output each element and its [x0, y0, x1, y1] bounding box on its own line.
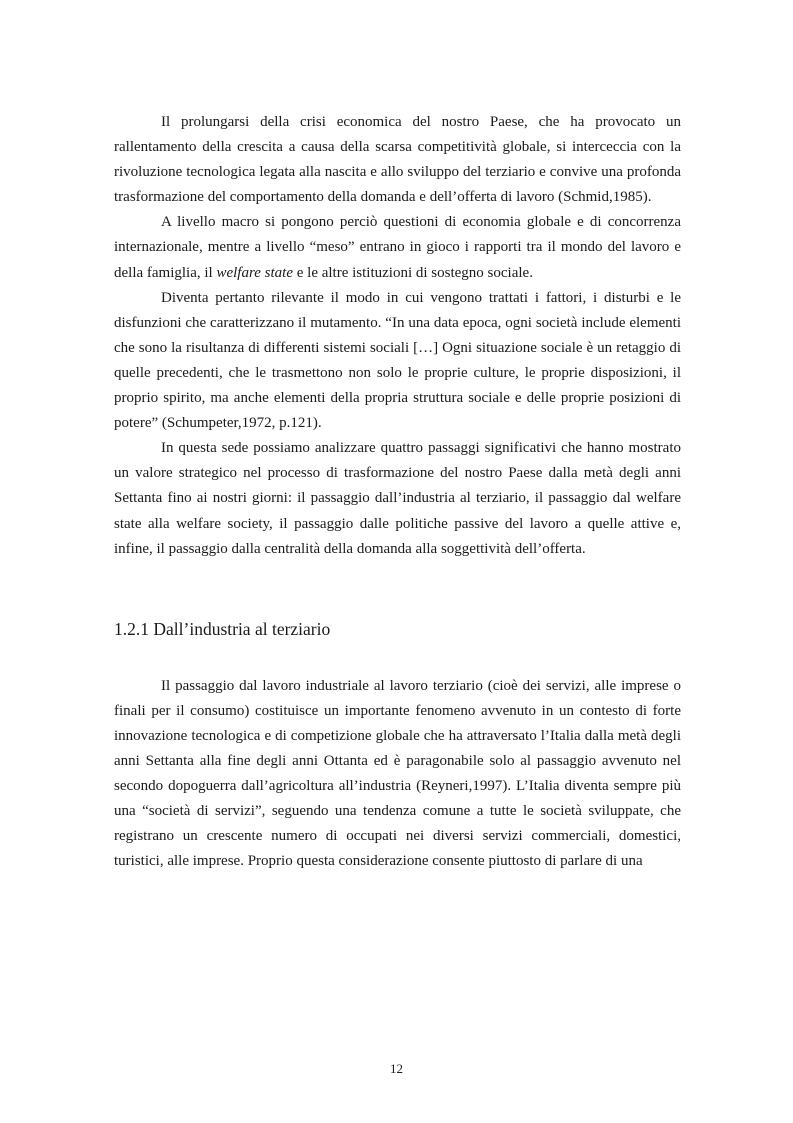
paragraph-macro-text-after: e le altre istituzioni di sostegno sociale.	[293, 264, 533, 281]
document-page	[114, 110, 681, 874]
paragraph-industry-to-services: Il passaggio dal lavoro industriale al lavoro terziario (cioè dei servizi, alle imprese o finali per il consumo) costituisce un importante fenomeno avvenuto in un contesto di forte innovazione tecnologica e di competizione globale che ha attraversato l’Italia dalla metà degli anni Settanta alla fine degli anni Ottanta ed è paragonabile solo al passaggio avvenuto nel secondo dopoguerra dall’agricoltura all’industria (Reyneri,1997). L’Italia diventa sempre più una “società di servizi”, seguendo una tendenza comune a tutte le società sviluppate, che registrano un crescente numero di occupati nei diversi servizi commerciali, domestici, turistici, alle imprese. Proprio questa considerazione consente piuttosto di parlare di una	[114, 677, 681, 870]
paragraph-schumpeter-quote: Diventa pertanto rilevante il modo in cui vengono trattati i fattori, i disturbi e le disfunzioni che caratterizzano il mutamento. “In una data epoca, ogni società include elementi che sono la risultanza di differenti sistemi sociali […] Ogni situazione sociale è un retaggio di quelle precedenti, che le trasmettono non solo le proprie culture, le proprie disposizioni, il proprio spirito, ma anche elementi della propria struttura sociale e delle proprie posizioni di potere” (Schumpeter,1972, p.121).	[114, 289, 681, 432]
paragraph-macro-level	[114, 210, 681, 285]
page-number: 12	[390, 1061, 403, 1076]
paragraph-macro-text-before: A livello macro si pongono perciò questioni di economia globale e di concorrenza internazionale, mentre a livello “meso” entrano in gioco i rapporti tra il mondo del lavoro e della famiglia, il	[114, 214, 681, 281]
paragraph-four-passages: In questa sede possiamo analizzare quattro passaggi significativi che hanno mostrato un valore strategico nel processo di trasformazione del nostro Paese dalla metà degli anni Settanta fino ai nostri giorni: il passaggio dall’industria al terziario, il passaggio dal welfare state alla welfare society, il passaggio dalle politiche passive del lavoro a quelle attive e, infine, il passaggio dalla centralità della domanda alla soggettività dell’offerta.	[114, 440, 681, 557]
section-heading: 1.2.1 Dall’industria al terziario	[114, 618, 331, 639]
paragraph-crisis: Il prolungarsi della crisi economica del nostro Paese, che ha provocato un rallentamento della crescita a causa della scarsa competitività globale, si interceccia con la rivoluzione tecnologica legata alla nascita e allo sviluppo del terziario e convive una profonda trasformazione del comportamento della domanda e dell’offerta di lavoro (Schmid,1985).	[114, 114, 681, 206]
welfare-state-emphasis: welfare state	[216, 264, 293, 281]
